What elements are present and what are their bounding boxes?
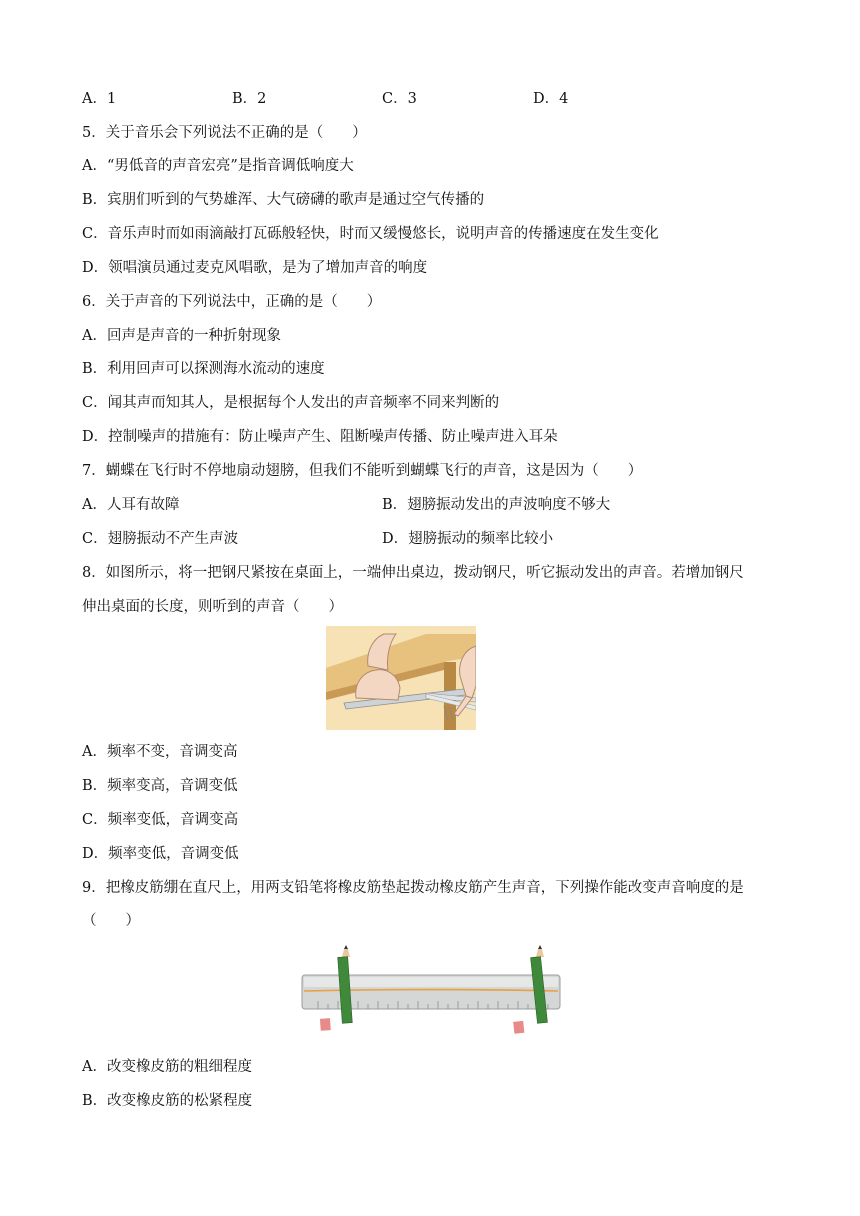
- q7-option-c: C．翅膀振动不产生声波: [82, 531, 239, 547]
- right-pencil-tip: [538, 945, 542, 949]
- q5-option-a: A．“男低音的声音宏亮”是指音调低响度大: [82, 158, 354, 174]
- q6-option-c: C．闻其声而知其人，是根据每个人发出的声音频率不同来判断的: [82, 395, 500, 411]
- q7-option-d: D．翅膀振动的频率比较小: [382, 531, 554, 547]
- q4-option-a: A．1: [82, 91, 117, 107]
- q9-option-a: A．改变橡皮筋的粗细程度: [82, 1059, 252, 1075]
- q6-option-b: B．利用回声可以探测海水流动的速度: [82, 361, 325, 377]
- q8-option-d: D．频率变低，音调变低: [82, 846, 239, 862]
- q5-option-c: C．音乐声时而如雨滴敲打瓦砾般轻快，时而又缓慢悠长，说明声音的传播速度在发生变化: [82, 226, 659, 242]
- q6-option-a: A．回声是声音的一种折射现象: [82, 328, 281, 344]
- q5-option-d: D．领唱演员通过麦克风唱歌，是为了增加声音的响度: [82, 260, 428, 276]
- left-pencil-tip: [344, 945, 348, 949]
- left-pencil-wood: [342, 949, 350, 957]
- q8-option-c: C．频率变低，音调变高: [82, 812, 239, 828]
- q6-option-d: D．控制噪声的措施有：防止噪声产生、阻断噪声传播、防止噪声进入耳朵: [82, 429, 558, 445]
- q5-stem: 5．关于音乐会下列说法不正确的是（ ）: [82, 125, 367, 141]
- q7-option-b: B．翅膀振动发出的声波响度不够大: [382, 497, 611, 513]
- steel-ruler-figure: [326, 626, 476, 730]
- q4-option-b: B．2: [232, 91, 267, 107]
- q9-option-b: B．改变橡皮筋的松紧程度: [82, 1093, 253, 1109]
- q5-option-b: B．宾朋们听到的气势雄浑、大气磅礴的歌声是通过空气传播的: [82, 192, 485, 208]
- rubber-band-ruler-figure: [298, 945, 564, 1037]
- q8-stem-line2: 伸出桌面的长度，则听到的声音（ ）: [82, 599, 343, 615]
- q4-option-c: C．3: [382, 91, 417, 107]
- left-pencil: [338, 957, 353, 1024]
- right-pencil-eraser: [513, 1021, 524, 1034]
- q7-stem: 7．蝴蝶在飞行时不停地扇动翅膀，但我们不能听到蝴蝶飞行的声音，这是因为（ ）: [82, 463, 643, 479]
- q8-option-a: A．频率不变，音调变高: [82, 744, 238, 760]
- q6-stem: 6．关于声音的下列说法中，正确的是（ ）: [82, 294, 382, 310]
- q9-stem-line2: （ ）: [82, 913, 140, 929]
- q8-option-b: B．频率变高，音调变低: [82, 778, 238, 794]
- right-pencil-wood: [536, 949, 544, 957]
- q4-option-d: D．4: [533, 91, 569, 107]
- q7-option-a: A．人耳有故障: [82, 497, 180, 513]
- left-pencil-eraser: [320, 1018, 331, 1031]
- q8-stem-line1: 8．如图所示，将一把钢尺紧按在桌面上，一端伸出桌边，拨动钢尺，听它振动发出的声音。若增加钢尺: [82, 565, 744, 581]
- q9-stem-line1: 9．把橡皮筋绷在直尺上，用两支铅笔将橡皮筋垫起拨动橡皮筋产生声音，下列操作能改变声音响度的是: [82, 880, 744, 896]
